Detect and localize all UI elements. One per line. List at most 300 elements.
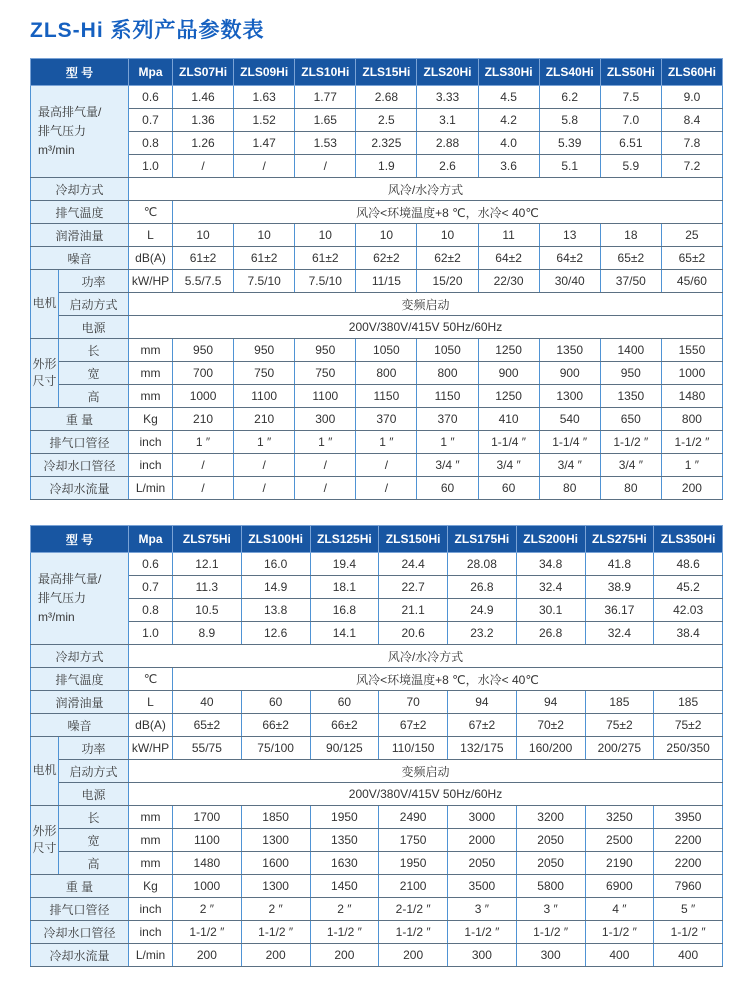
value-cell: 900 [478, 362, 539, 385]
header-row [31, 59, 723, 86]
value-cell: 61±2 [173, 247, 234, 270]
row-label: 噪音 [31, 247, 129, 270]
value-cell: 1-1/2 ″ [516, 921, 585, 944]
capacity-value: 32.4 [585, 622, 654, 645]
value-cell: 1250 [478, 385, 539, 408]
value-cell: 10 [173, 224, 234, 247]
unit-cell: dB(A) [129, 714, 173, 737]
value-cell: 1-1/2 ″ [241, 921, 310, 944]
model-name-header: ZLS10Hi [295, 59, 356, 86]
table-row [31, 691, 723, 714]
table-row [31, 737, 723, 760]
value-cell: 3000 [448, 806, 517, 829]
capacity-value: 4.5 [478, 86, 539, 109]
value-cell: 1000 [173, 875, 242, 898]
capacity-value: 1.9 [356, 155, 417, 178]
value-cell: 1 ″ [173, 431, 234, 454]
value-cell: 6900 [585, 875, 654, 898]
header-row [31, 526, 723, 553]
table-row [31, 454, 723, 477]
row-label: 冷却水口管径 [31, 454, 129, 477]
value-cell: 2200 [654, 829, 723, 852]
value-cell: 70 [379, 691, 448, 714]
capacity-value: 14.1 [310, 622, 379, 645]
value-cell: 1300 [241, 829, 310, 852]
row-label: 冷却水流量 [31, 944, 129, 967]
table-row [31, 247, 723, 270]
value-cell: 750 [234, 362, 295, 385]
value-cell: 37/50 [600, 270, 661, 293]
value-cell: 1-1/2 ″ [654, 921, 723, 944]
capacity-value: 38.4 [654, 622, 723, 645]
value-cell: 1000 [173, 385, 234, 408]
capacity-value: 19.4 [310, 553, 379, 576]
unit-cell: L [129, 224, 173, 247]
capacity-value: 7.0 [600, 109, 661, 132]
row-label: 宽 [59, 362, 129, 385]
value-cell: 3950 [654, 806, 723, 829]
capacity-value: 22.7 [379, 576, 448, 599]
unit-cell: mm [129, 362, 173, 385]
table-row [31, 668, 723, 691]
capacity-value: 24.9 [448, 599, 517, 622]
value-cell: 94 [516, 691, 585, 714]
merged-value: 风冷/水冷方式 [129, 645, 723, 668]
spec-table-1 [30, 58, 723, 500]
table-row [31, 806, 723, 829]
value-cell: 3250 [585, 806, 654, 829]
unit-cell: kW/HP [129, 270, 173, 293]
value-cell: / [234, 477, 295, 500]
value-cell: 30/40 [539, 270, 600, 293]
capacity-value: 5.1 [539, 155, 600, 178]
value-cell: 66±2 [241, 714, 310, 737]
pressure-cell: 0.7 [129, 576, 173, 599]
value-cell: 7.5/10 [234, 270, 295, 293]
capacity-value: 14.9 [241, 576, 310, 599]
row-label: 长 [59, 339, 129, 362]
capacity-label: 最高排气量/ 排气压力 m³/min [31, 86, 129, 178]
table-row [31, 316, 723, 339]
row-label: 排气温度 [31, 201, 129, 224]
pressure-cell: 0.6 [129, 553, 173, 576]
model-name-header: ZLS350Hi [654, 526, 723, 553]
pressure-cell: 0.8 [129, 599, 173, 622]
merged-value: 风冷<环境温度+8 ℃，水冷< 40℃ [173, 668, 723, 691]
value-cell: 2050 [516, 852, 585, 875]
table-row [31, 599, 723, 622]
model-name-header: ZLS200Hi [516, 526, 585, 553]
value-cell: 62±2 [417, 247, 478, 270]
capacity-value: 2.5 [356, 109, 417, 132]
value-cell: 5800 [516, 875, 585, 898]
merged-value: 风冷<环境温度+8 ℃，水冷< 40℃ [173, 201, 723, 224]
value-cell: 10 [234, 224, 295, 247]
row-label: 排气口管径 [31, 898, 129, 921]
value-cell: 1050 [356, 339, 417, 362]
value-cell: 3/4 ″ [600, 454, 661, 477]
row-label: 启动方式 [59, 760, 129, 783]
capacity-value: 41.8 [585, 553, 654, 576]
capacity-value: 5.39 [539, 132, 600, 155]
value-cell: 67±2 [448, 714, 517, 737]
model-name-header: ZLS175Hi [448, 526, 517, 553]
value-cell: 132/175 [448, 737, 517, 760]
unit-cell: inch [129, 921, 173, 944]
model-name-header: ZLS50Hi [600, 59, 661, 86]
capacity-value: 8.4 [661, 109, 722, 132]
value-cell: 1950 [310, 806, 379, 829]
value-cell: 300 [448, 944, 517, 967]
merged-value: 200V/380V/415V 50Hz/60Hz [129, 783, 723, 806]
value-cell: 540 [539, 408, 600, 431]
unit-cell: Kg [129, 875, 173, 898]
table-row [31, 944, 723, 967]
value-cell: 185 [654, 691, 723, 714]
value-cell: 2-1/2 ″ [379, 898, 448, 921]
unit-cell: inch [129, 454, 173, 477]
value-cell: 1100 [173, 829, 242, 852]
table-row [31, 898, 723, 921]
capacity-value: 2.6 [417, 155, 478, 178]
value-cell: 3/4 ″ [539, 454, 600, 477]
value-cell: 950 [173, 339, 234, 362]
value-cell: 2200 [654, 852, 723, 875]
row-label: 长 [59, 806, 129, 829]
value-cell: 3 ″ [448, 898, 517, 921]
value-cell: 1630 [310, 852, 379, 875]
value-cell: 65±2 [173, 714, 242, 737]
value-cell: 70±2 [516, 714, 585, 737]
capacity-value: 26.8 [448, 576, 517, 599]
row-label: 冷却水流量 [31, 477, 129, 500]
value-cell: 300 [516, 944, 585, 967]
table-row [31, 921, 723, 944]
value-cell: 2 ″ [173, 898, 242, 921]
value-cell: 185 [585, 691, 654, 714]
table-row [31, 645, 723, 668]
capacity-value: / [234, 155, 295, 178]
table-row [31, 385, 723, 408]
capacity-value: 1.46 [173, 86, 234, 109]
value-cell: 1 ″ [417, 431, 478, 454]
value-cell: 65±2 [600, 247, 661, 270]
value-cell: 700 [173, 362, 234, 385]
capacity-value: 11.3 [173, 576, 242, 599]
value-cell: / [356, 477, 417, 500]
pressure-cell: 1.0 [129, 155, 173, 178]
table-row [31, 109, 723, 132]
value-cell: 10 [295, 224, 356, 247]
value-cell: 18 [600, 224, 661, 247]
capacity-value: 1.77 [295, 86, 356, 109]
row-label: 宽 [59, 829, 129, 852]
value-cell: 200 [661, 477, 722, 500]
row-label: 重 量 [31, 875, 129, 898]
value-cell: 1400 [600, 339, 661, 362]
value-cell: 200 [310, 944, 379, 967]
value-cell: 1700 [173, 806, 242, 829]
capacity-value: 2.325 [356, 132, 417, 155]
table-row [31, 408, 723, 431]
merged-value: 风冷/水冷方式 [129, 178, 723, 201]
value-cell: 64±2 [539, 247, 600, 270]
value-cell: 1850 [241, 806, 310, 829]
value-cell: 80 [539, 477, 600, 500]
capacity-value: 16.0 [241, 553, 310, 576]
model-name-header: ZLS125Hi [310, 526, 379, 553]
capacity-value: 9.0 [661, 86, 722, 109]
unit-cell: mm [129, 385, 173, 408]
value-cell: 90/125 [310, 737, 379, 760]
dimensions-group-label: 外形尺寸 [31, 339, 59, 408]
capacity-value: 10.5 [173, 599, 242, 622]
merged-value: 变频启动 [129, 293, 723, 316]
row-label: 功率 [59, 270, 129, 293]
unit-cell: L/min [129, 477, 173, 500]
value-cell: 1300 [539, 385, 600, 408]
value-cell: 1950 [379, 852, 448, 875]
capacity-value: 12.1 [173, 553, 242, 576]
value-cell: 75±2 [585, 714, 654, 737]
capacity-value: 12.6 [241, 622, 310, 645]
capacity-value: 3.1 [417, 109, 478, 132]
motor-group-label: 电机 [31, 737, 59, 806]
value-cell: 950 [234, 339, 295, 362]
value-cell: / [234, 454, 295, 477]
value-cell: 1100 [234, 385, 295, 408]
capacity-value: 3.33 [417, 86, 478, 109]
model-name-header: ZLS30Hi [478, 59, 539, 86]
pressure-cell: 1.0 [129, 622, 173, 645]
value-cell: 1 ″ [661, 454, 722, 477]
row-label: 电源 [59, 783, 129, 806]
model-name-header: ZLS09Hi [234, 59, 295, 86]
capacity-value: 4.0 [478, 132, 539, 155]
value-cell: 650 [600, 408, 661, 431]
value-cell: / [356, 454, 417, 477]
table-row [31, 714, 723, 737]
capacity-value: 48.6 [654, 553, 723, 576]
value-cell: 3500 [448, 875, 517, 898]
row-label: 润滑油量 [31, 224, 129, 247]
value-cell: 1350 [600, 385, 661, 408]
table-row [31, 86, 723, 109]
model-name-header: ZLS275Hi [585, 526, 654, 553]
row-label: 功率 [59, 737, 129, 760]
row-label: 噪音 [31, 714, 129, 737]
value-cell: 2 ″ [310, 898, 379, 921]
pressure-cell: 0.6 [129, 86, 173, 109]
table-row [31, 155, 723, 178]
value-cell: 950 [600, 362, 661, 385]
value-cell: 250/350 [654, 737, 723, 760]
capacity-value: 30.1 [516, 599, 585, 622]
table-row [31, 431, 723, 454]
capacity-value: 32.4 [516, 576, 585, 599]
value-cell: 62±2 [356, 247, 417, 270]
value-cell: / [173, 454, 234, 477]
value-cell: 67±2 [379, 714, 448, 737]
merged-value: 200V/380V/415V 50Hz/60Hz [129, 316, 723, 339]
value-cell: 5.5/7.5 [173, 270, 234, 293]
value-cell: 1480 [661, 385, 722, 408]
value-cell: 60 [478, 477, 539, 500]
value-cell: 950 [295, 339, 356, 362]
value-cell: 10 [356, 224, 417, 247]
value-cell: / [295, 454, 356, 477]
unit-cell: mm [129, 806, 173, 829]
page-title: ZLS-Hi 系列产品参数表 [30, 19, 265, 42]
unit-cell: mm [129, 852, 173, 875]
value-cell: 900 [539, 362, 600, 385]
unit-cell: inch [129, 898, 173, 921]
value-cell: 1250 [478, 339, 539, 362]
value-cell: / [295, 477, 356, 500]
capacity-value: 23.2 [448, 622, 517, 645]
value-cell: 800 [661, 408, 722, 431]
table-row [31, 553, 723, 576]
capacity-value: 7.8 [661, 132, 722, 155]
capacity-value: 13.8 [241, 599, 310, 622]
capacity-label: 最高排气量/ 排气压力 m³/min [31, 553, 129, 645]
spec-table-2 [30, 525, 723, 967]
unit-cell: Kg [129, 408, 173, 431]
capacity-value: 36.17 [585, 599, 654, 622]
table-row [31, 178, 723, 201]
row-label: 启动方式 [59, 293, 129, 316]
unit-cell: dB(A) [129, 247, 173, 270]
value-cell: 2050 [516, 829, 585, 852]
value-cell: 1-1/2 ″ [379, 921, 448, 944]
value-cell: 1-1/2 ″ [600, 431, 661, 454]
value-cell: 410 [478, 408, 539, 431]
value-cell: 300 [295, 408, 356, 431]
value-cell: 1-1/2 ″ [173, 921, 242, 944]
row-label: 电源 [59, 316, 129, 339]
value-cell: 1600 [241, 852, 310, 875]
row-label: 高 [59, 385, 129, 408]
model-name-header: ZLS40Hi [539, 59, 600, 86]
value-cell: 1550 [661, 339, 722, 362]
value-cell: 2000 [448, 829, 517, 852]
table-row [31, 760, 723, 783]
capacity-value: 2.68 [356, 86, 417, 109]
value-cell: 800 [356, 362, 417, 385]
value-cell: 1-1/2 ″ [585, 921, 654, 944]
value-cell: 1450 [310, 875, 379, 898]
value-cell: 64±2 [478, 247, 539, 270]
value-cell: 15/20 [417, 270, 478, 293]
value-cell: 75±2 [654, 714, 723, 737]
value-cell: 200 [379, 944, 448, 967]
value-cell: 200 [241, 944, 310, 967]
value-cell: 40 [173, 691, 242, 714]
value-cell: 3 ″ [516, 898, 585, 921]
value-cell: 1-1/2 ″ [310, 921, 379, 944]
table-row [31, 224, 723, 247]
value-cell: 60 [241, 691, 310, 714]
capacity-value: / [295, 155, 356, 178]
pressure-unit-header: Mpa [129, 526, 173, 553]
value-cell: 45/60 [661, 270, 722, 293]
table-row [31, 132, 723, 155]
value-cell: 5 ″ [654, 898, 723, 921]
capacity-value: 1.63 [234, 86, 295, 109]
model-name-header: ZLS60Hi [661, 59, 722, 86]
value-cell: 7960 [654, 875, 723, 898]
row-label: 排气温度 [31, 668, 129, 691]
value-cell: 1-1/4 ″ [539, 431, 600, 454]
value-cell: 94 [448, 691, 517, 714]
value-cell: 65±2 [661, 247, 722, 270]
table-row [31, 293, 723, 316]
value-cell: 370 [356, 408, 417, 431]
value-cell: 160/200 [516, 737, 585, 760]
capacity-value: 28.08 [448, 553, 517, 576]
row-label: 排气口管径 [31, 431, 129, 454]
unit-cell: ℃ [129, 668, 173, 691]
value-cell: 1 ″ [234, 431, 295, 454]
value-cell: 25 [661, 224, 722, 247]
value-cell: 3200 [516, 806, 585, 829]
model-name-header: ZLS75Hi [173, 526, 242, 553]
value-cell: 3/4 ″ [417, 454, 478, 477]
value-cell: 210 [234, 408, 295, 431]
value-cell: 60 [417, 477, 478, 500]
value-cell: 7.5/10 [295, 270, 356, 293]
capacity-value: 1.36 [173, 109, 234, 132]
row-label: 冷却方式 [31, 645, 129, 668]
capacity-value: 24.4 [379, 553, 448, 576]
value-cell: 13 [539, 224, 600, 247]
value-cell: 4 ″ [585, 898, 654, 921]
model-name-header: ZLS20Hi [417, 59, 478, 86]
table-row [31, 829, 723, 852]
value-cell: 200 [173, 944, 242, 967]
value-cell: 1-1/2 ″ [661, 431, 722, 454]
value-cell: 110/150 [379, 737, 448, 760]
value-cell: 3/4 ″ [478, 454, 539, 477]
pressure-cell: 0.7 [129, 109, 173, 132]
table-row [31, 622, 723, 645]
capacity-value: / [173, 155, 234, 178]
value-cell: 400 [585, 944, 654, 967]
value-cell: 1 ″ [356, 431, 417, 454]
capacity-value: 2.88 [417, 132, 478, 155]
value-cell: 800 [417, 362, 478, 385]
capacity-value: 34.8 [516, 553, 585, 576]
value-cell: 200/275 [585, 737, 654, 760]
model-name-header: ZLS150Hi [379, 526, 448, 553]
unit-cell: L [129, 691, 173, 714]
capacity-value: 21.1 [379, 599, 448, 622]
capacity-value: 5.9 [600, 155, 661, 178]
pressure-unit-header: Mpa [129, 59, 173, 86]
capacity-value: 6.2 [539, 86, 600, 109]
capacity-value: 42.03 [654, 599, 723, 622]
capacity-value: 4.2 [478, 109, 539, 132]
capacity-value: 45.2 [654, 576, 723, 599]
value-cell: 1 ″ [295, 431, 356, 454]
capacity-value: 1.47 [234, 132, 295, 155]
model-name-header: ZLS07Hi [173, 59, 234, 86]
capacity-value: 18.1 [310, 576, 379, 599]
value-cell: 55/75 [173, 737, 242, 760]
table-row [31, 783, 723, 806]
capacity-value: 1.53 [295, 132, 356, 155]
value-cell: 1480 [173, 852, 242, 875]
